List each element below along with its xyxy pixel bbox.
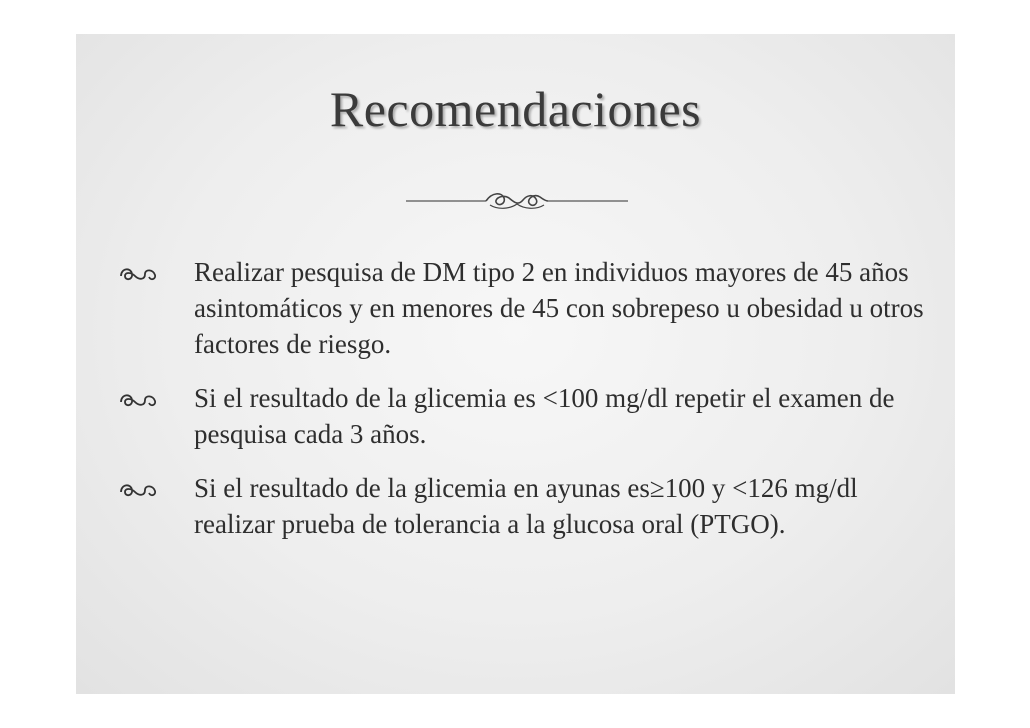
bullet-text: Si el resultado de la glicemia en ayunas es≥100 y <126 mg/dl realizar prueba de tolerancia a la glucosa oral (PTGO). — [194, 473, 858, 539]
bullet-item — [114, 470, 934, 542]
bullet-item — [114, 254, 934, 362]
slide — [76, 34, 955, 694]
flourish-divider-icon — [406, 188, 628, 214]
bullet-text: Realizar pesquisa de DM tipo 2 en individuos mayores de 45 años asintomáticos y en menores de 45 con sobrepeso u obesidad u otros factores de riesgo. — [194, 257, 924, 359]
curl-bullet-icon — [118, 264, 158, 284]
bullet-text: Si el resultado de la glicemia es <100 mg/dl repetir el examen de pesquisa cada 3 años. — [194, 383, 895, 449]
slide-title: Recomendaciones — [329, 81, 702, 137]
bullet-item — [114, 380, 934, 452]
curl-bullet-icon — [118, 390, 158, 410]
curl-bullet-icon — [118, 480, 158, 500]
bullet-list — [114, 254, 934, 560]
